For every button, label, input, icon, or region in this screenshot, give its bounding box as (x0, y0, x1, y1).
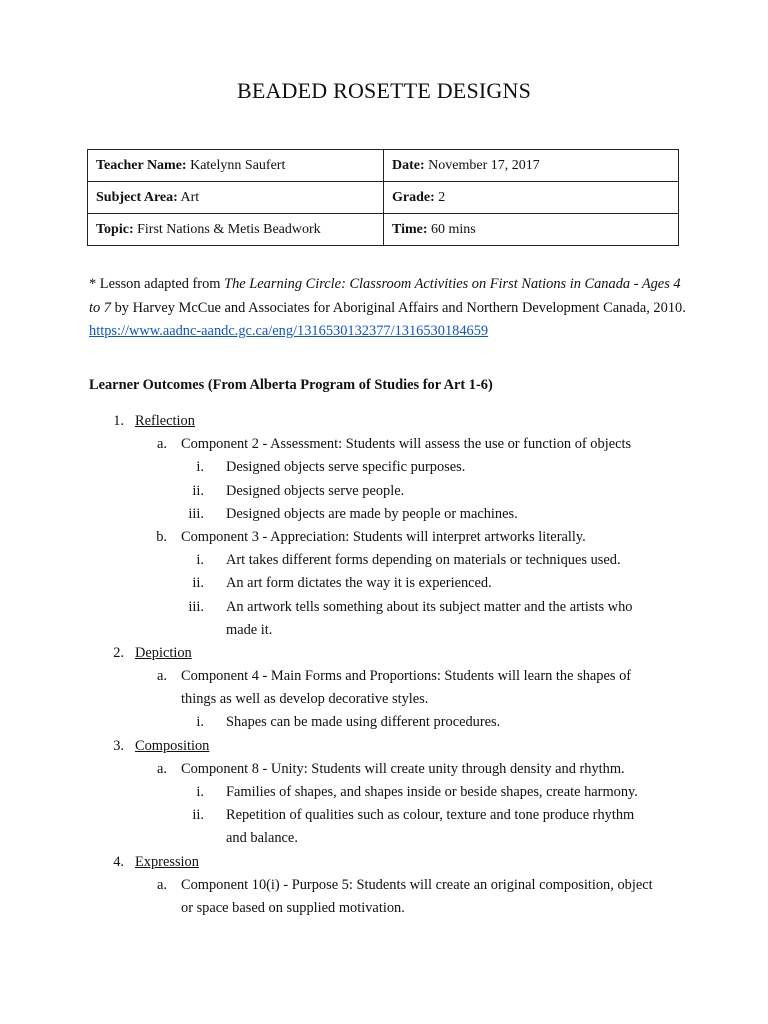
list-text: Component 2 - Assessment: Students will assess the use or function of objects (181, 436, 632, 453)
source-link[interactable]: https://www.aadnc-aandc.gc.ca/eng/1316530132377/1316530184659 (89, 323, 489, 339)
book-title: The Learning Circle: Classroom Activities on First Nations in Canada - Ages 4 to 7 (89, 276, 681, 316)
list-item-continuation (0, 619, 768, 642)
list-number: 2. (113, 644, 124, 661)
subject-label: Subject Area: (96, 189, 178, 205)
list-roman: ii. (192, 482, 204, 499)
list-roman: iii. (188, 598, 204, 615)
list-item-continuation (0, 897, 768, 920)
table-row (88, 150, 679, 182)
list-item-continuation (0, 688, 768, 711)
list-letter: a. (157, 876, 167, 893)
teacher-label: Teacher Name: (96, 157, 187, 173)
list-text: made it. (226, 621, 273, 638)
time-value: 60 mins (431, 221, 476, 237)
list-text: Families of shapes, and shapes inside or beside shapes, create harmony. (226, 784, 638, 800)
page-title: BEADED ROSETTE DESIGNS (236, 78, 532, 103)
topic-value: First Nations & Metis Beadwork (137, 221, 321, 237)
list-item (0, 433, 768, 456)
list-number: 1. (113, 413, 124, 429)
list-text: Designed objects serve specific purposes. (226, 459, 466, 476)
list-item (0, 874, 768, 897)
grade-label: Grade: (392, 189, 435, 205)
list-item (0, 735, 768, 758)
outcome-heading-expression: Expression (135, 853, 199, 870)
topic-cell (88, 214, 384, 246)
list-item (0, 572, 768, 595)
list-item (0, 526, 768, 549)
list-item (0, 642, 768, 665)
lesson-info-table (87, 149, 679, 246)
list-text: Designed objects serve people. (226, 482, 405, 499)
list-letter: a. (157, 668, 167, 685)
teacher-value: Katelynn Saufert (190, 157, 286, 173)
teacher-cell (88, 150, 384, 182)
list-item (0, 480, 768, 503)
time-cell (384, 214, 679, 246)
subject-cell (88, 182, 384, 214)
list-item (0, 804, 768, 827)
outcome-heading-reflection: Reflection (135, 413, 195, 429)
list-text: Component 4 - Main Forms and Proportions: Students will learn the shapes of (181, 668, 632, 685)
list-number: 3. (113, 737, 124, 754)
list-roman: ii. (192, 575, 204, 592)
table-row (88, 182, 679, 214)
list-text: An art form dictates the way it is experienced. (226, 575, 492, 592)
list-number: 4. (113, 853, 124, 870)
date-label: Date: (392, 157, 425, 173)
list-roman: ii. (192, 807, 204, 824)
grade-cell (384, 182, 679, 214)
list-item (0, 711, 768, 734)
list-letter: a. (157, 436, 167, 453)
list-item (0, 758, 768, 781)
list-item (0, 851, 768, 874)
list-letter: b. (156, 528, 167, 545)
list-item-continuation (0, 827, 768, 850)
list-text: Component 3 - Appreciation: Students will interpret artworks literally. (181, 528, 586, 545)
list-item (0, 503, 768, 526)
list-text: An artwork tells something about its subject matter and the artists who (226, 598, 633, 615)
list-text: Component 10(i) - Purpose 5: Students will create an original composition, object (181, 876, 653, 893)
list-item (0, 596, 768, 619)
time-label: Time: (392, 221, 428, 237)
list-text: things as well as develop decorative styles. (181, 691, 429, 708)
list-item (0, 456, 768, 479)
date-value: November 17, 2017 (428, 157, 540, 173)
list-text: and balance. (226, 830, 298, 847)
note-suffix: by Harvey McCue and Associates for Aboriginal Affairs and Northern Development Canada, 2010. (111, 299, 686, 316)
list-text: Component 8 - Unity: Students will create unity through density and rhythm. (181, 760, 625, 777)
lesson-source-note (89, 273, 689, 344)
list-text: Shapes can be made using different procedures. (226, 714, 501, 731)
list-roman: i. (196, 714, 204, 731)
topic-label: Topic: (96, 221, 134, 237)
note-prefix: * Lesson adapted from (89, 276, 225, 292)
list-item (0, 549, 768, 572)
subject-value: Art (180, 189, 200, 205)
list-text: Designed objects are made by people or machines. (226, 505, 518, 522)
list-item (0, 665, 768, 688)
outcome-heading-depiction: Depiction (135, 644, 192, 661)
list-text: Repetition of qualities such as colour, texture and tone produce rhythm (226, 807, 635, 824)
date-cell (384, 150, 679, 182)
list-roman: i. (196, 552, 204, 569)
list-text: Art takes different forms depending on materials or techniques used. (226, 552, 621, 569)
outcomes-heading: Learner Outcomes (From Alberta Program of Studies for Art 1-6) (89, 377, 493, 393)
list-roman: i. (196, 784, 204, 800)
list-text: or space based on supplied motivation. (181, 899, 405, 916)
grade-value: 2 (438, 189, 446, 205)
outcomes-list (0, 410, 768, 920)
list-roman: i. (196, 459, 204, 476)
list-roman: iii. (188, 505, 204, 522)
list-item (0, 410, 768, 433)
table-row (88, 214, 679, 246)
outcome-heading-composition: Composition (135, 737, 210, 754)
list-letter: a. (157, 760, 167, 777)
list-item (0, 781, 768, 804)
